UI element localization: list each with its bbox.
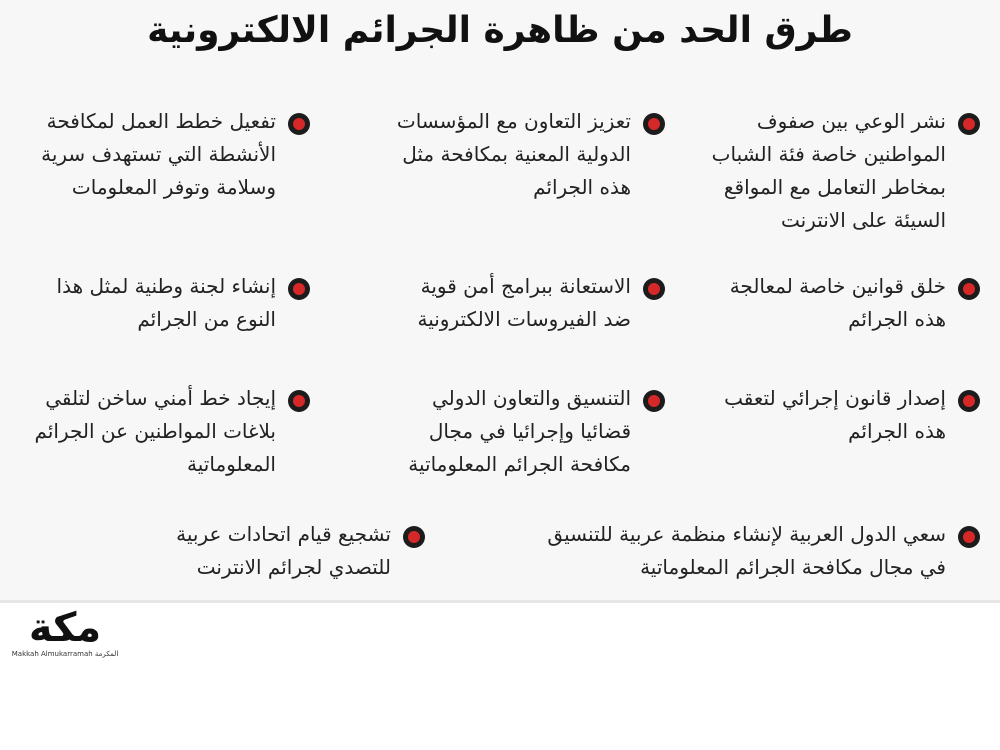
bullet-icon (958, 526, 980, 548)
item-text: التنسيق والتعاون الدولي قضائيا وإجرائيا في مجال مكافحة الجرائم المعلوماتية (408, 386, 631, 476)
item-text: إنشاء لجنة وطنية لمثل هذا النوع من الجرائم (56, 274, 276, 331)
bullet-icon (958, 390, 980, 412)
list-item (680, 270, 980, 336)
item-text: تشجيع قيام اتحادات عربية للتصدي لجرائم الانترنت (176, 522, 391, 579)
list-item (10, 382, 310, 481)
bullet-icon (958, 278, 980, 300)
infographic-title: طرق الحد من ظاهرة الجرائم الالكترونية (147, 10, 853, 51)
item-text: تعزيز التعاون مع المؤسسات الدولية المعنية بمكافحة مثل هذه الجرائم (396, 109, 631, 199)
bullet-icon (958, 113, 980, 135)
list-item (520, 518, 980, 584)
bullet-icon (643, 113, 665, 135)
list-item (680, 105, 980, 237)
list-item (10, 105, 310, 204)
list-item (10, 270, 310, 336)
item-text: تفعيل خطط العمل لمكافحة الأنشطة التي تستهدف سرية وسلامة وتوفر المعلومات (41, 109, 276, 199)
item-text: الاستعانة ببرامج أمن قوية ضد الفيروسات الالكترونية (417, 274, 631, 331)
makkah-logo (10, 606, 120, 662)
bullet-icon (643, 278, 665, 300)
list-item (335, 270, 665, 336)
list-item (680, 382, 980, 448)
logo-wordmark: مكة (28, 605, 102, 651)
bullet-icon (288, 113, 310, 135)
item-text: نشر الوعي بين صفوف المواطنين خاصة فئة الشباب بمخاطر التعامل مع المواقع السيئة على الانترنت (711, 109, 946, 232)
bullet-icon (403, 526, 425, 548)
item-text: خلق قوانين خاصة لمعالجة هذه الجرائم (729, 274, 946, 331)
logo-subtitle: Makkah Almukarramah المكرمة (11, 650, 119, 658)
item-text: إصدار قانون إجرائي لتعقب هذه الجرائم (724, 386, 946, 443)
bullet-icon (288, 390, 310, 412)
item-text: سعي الدول العربية لإنشاء منظمة عربية للتنسيق في مجال مكافحة الجرائم المعلوماتية (547, 522, 946, 579)
list-item (135, 518, 425, 584)
bullet-icon (288, 278, 310, 300)
list-item (335, 382, 665, 481)
list-item (335, 105, 665, 204)
bullet-icon (643, 390, 665, 412)
item-text: إيجاد خط أمني ساخن لتلقي بلاغات المواطنين عن الجرائم المعلوماتية (34, 386, 276, 476)
